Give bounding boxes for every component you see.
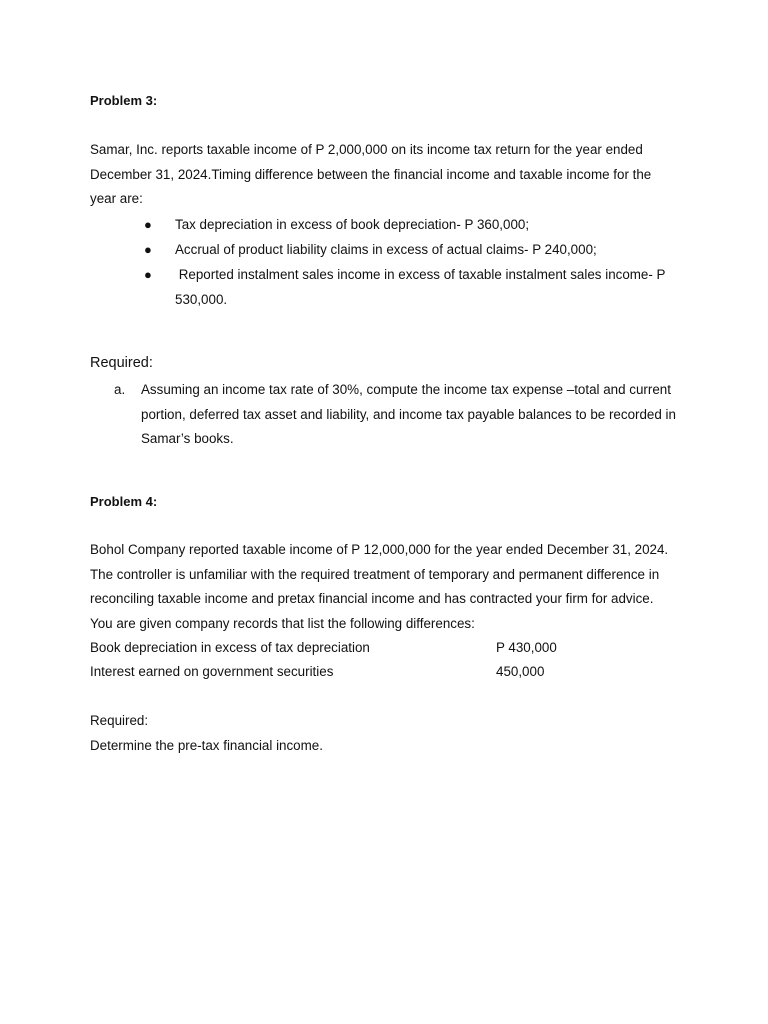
- difference-value: P 430,000: [496, 640, 557, 655]
- difference-row: [90, 660, 680, 684]
- problem-3-bullet-list: [90, 212, 680, 312]
- difference-value: 450,000: [496, 664, 545, 679]
- bullet-text: Tax depreciation in excess of book depreciation- P 360,000;: [175, 217, 530, 232]
- problem-3-required-list: [90, 378, 680, 452]
- bullet-dot-icon: ●: [144, 242, 152, 257]
- bullet-item: [90, 237, 680, 262]
- bullet-text: Accrual of product liability claims in excess of actual claims- P 240,000;: [175, 242, 597, 257]
- problem-4-required-label: Required:: [90, 713, 149, 728]
- required-item-text: Assuming an income tax rate of 30%, compute the income tax expense –total and current portion, deferred tax asset and liability, and income tax payable balances to be recorded in Samar’s books.: [141, 382, 676, 446]
- problem-4-heading: Problem 4:: [90, 494, 158, 509]
- problem-4-required-text: Determine the pre-tax financial income.: [90, 738, 323, 753]
- difference-row: [90, 636, 680, 660]
- difference-label: Book depreciation in excess of tax depreciation: [90, 640, 370, 655]
- bullet-item: [90, 262, 680, 312]
- difference-label: Interest earned on government securities: [90, 664, 334, 679]
- problem-3-heading: Problem 3:: [90, 93, 158, 108]
- problem-4-intro: Bohol Company reported taxable income of P 12,000,000 for the year ended December 31, 2024. The controller is unfamiliar with the required treatment of temporary and permanent difference in reconciling taxable income and pretax financial income and has contracted your firm for advice. You are given company records that list the following differences:: [90, 542, 669, 631]
- list-marker: a.: [114, 382, 126, 397]
- bullet-dot-icon: ●: [144, 267, 152, 282]
- problem-3-required-label: Required:: [90, 355, 153, 371]
- problem-3-intro: Samar, Inc. reports taxable income of P 2,000,000 on its income tax return for the year ended December 31, 2024.Timing difference between the financial income and taxable income for the year are:: [90, 142, 652, 206]
- bullet-item: [90, 212, 680, 237]
- bullet-text: Reported instalment sales income in excess of taxable instalment sales income- P 530,000.: [175, 267, 669, 307]
- bullet-dot-icon: ●: [144, 217, 152, 232]
